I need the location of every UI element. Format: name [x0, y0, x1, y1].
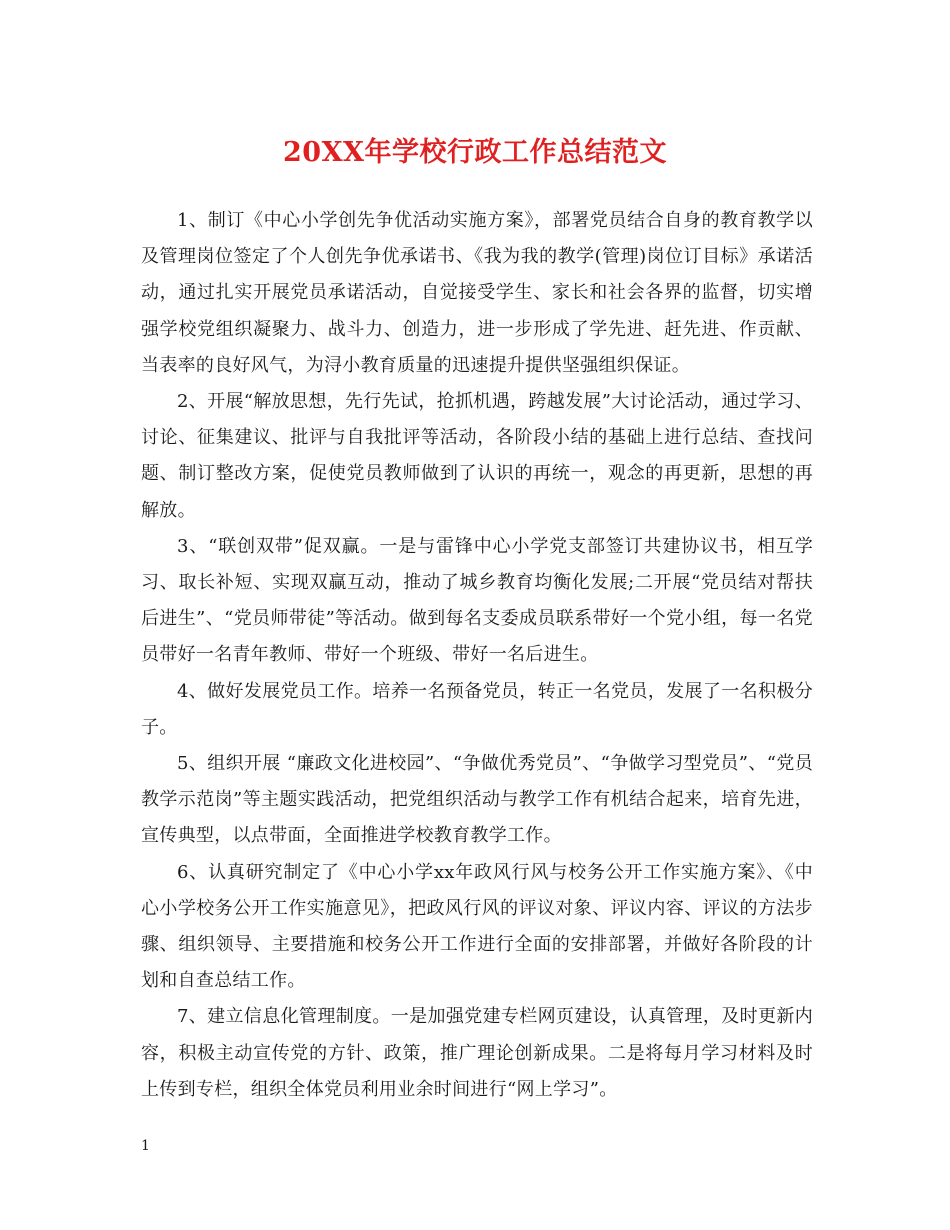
document-body — [141, 203, 813, 1108]
paragraph-5: 5、组织开展 “廉政文化进校园”、“争做优秀党员”、“争做学习型党员”、“党员教学示范岗”等主题实践活动，把党组织活动与教学工作有机结合起来，培育先进，宣传典型，以点带面，全面推进学校教育教学工作。 — [141, 753, 813, 847]
paragraph-7: 7、建立信息化管理制度。一是加强党建专栏网页建设，认真管理，及时更新内容，积极主动宣传党的方针、政策，推广理论创新成果。二是将每月学习材料及时上传到专栏，组织全体党员利用业余时间进行“网上学习”。 — [141, 1006, 813, 1100]
paragraph-6: 6、认真研究制定了《中心小学xx年政风行风与校务公开工作实施方案》、《中心小学校务公开工作实施意见》，把政风行风的评议对象、评议内容、评议的方法步骤、组织领导、主要措施和校务公开工作进行全面的安排部署，并做好各阶段的计划和自查总结工作。 — [141, 861, 813, 992]
page-number: 1 — [141, 1138, 150, 1154]
paragraph-4: 4、做好发展党员工作。培养一名预备党员，转正一名党员，发展了一名积极分子。 — [141, 680, 813, 738]
paragraph-1: 1、制订《中心小学创先争优活动实施方案》，部署党员结合自身的教育教学以及管理岗位签定了个人创先争优承诺书、《我为我的教学(管理)岗位订目标》承诺活动，通过扎实开展党员承诺活动，自觉接受学生、家长和社会各界的监督，切实增强学校党组织凝聚力、战斗力、创造力，进一步形成了学先进、赶先进、作贡献、当表率的良好风气，为浔小教育质量的迅速提升提供坚强组织保证。 — [141, 210, 813, 376]
document-title: 20XX年学校行政工作总结范文 — [283, 137, 667, 168]
paragraph-2: 2、开展“解放思想，先行先试，抢抓机遇，跨越发展”大讨论活动，通过学习、讨论、征集建议、批评与自我批评等活动，各阶段小结的基础上进行总结、查找问题、制订整改方案，促使党员教师做到了认识的再统一，观念的再更新，思想的再解放。 — [141, 391, 813, 521]
paragraph-3: 3、“联创双带”促双赢。一是与雷锋中心小学党支部签订共建协议书，相互学习、取长补短、实现双赢互动，推动了城乡教育均衡化发展;二开展“党员结对帮扶后进生”、“党员师带徒”等活动。做到每名支委成员联系带好一个党小组，每一名党员带好一名青年教师、带好一个班级、带好一名后进生。 — [141, 535, 813, 666]
